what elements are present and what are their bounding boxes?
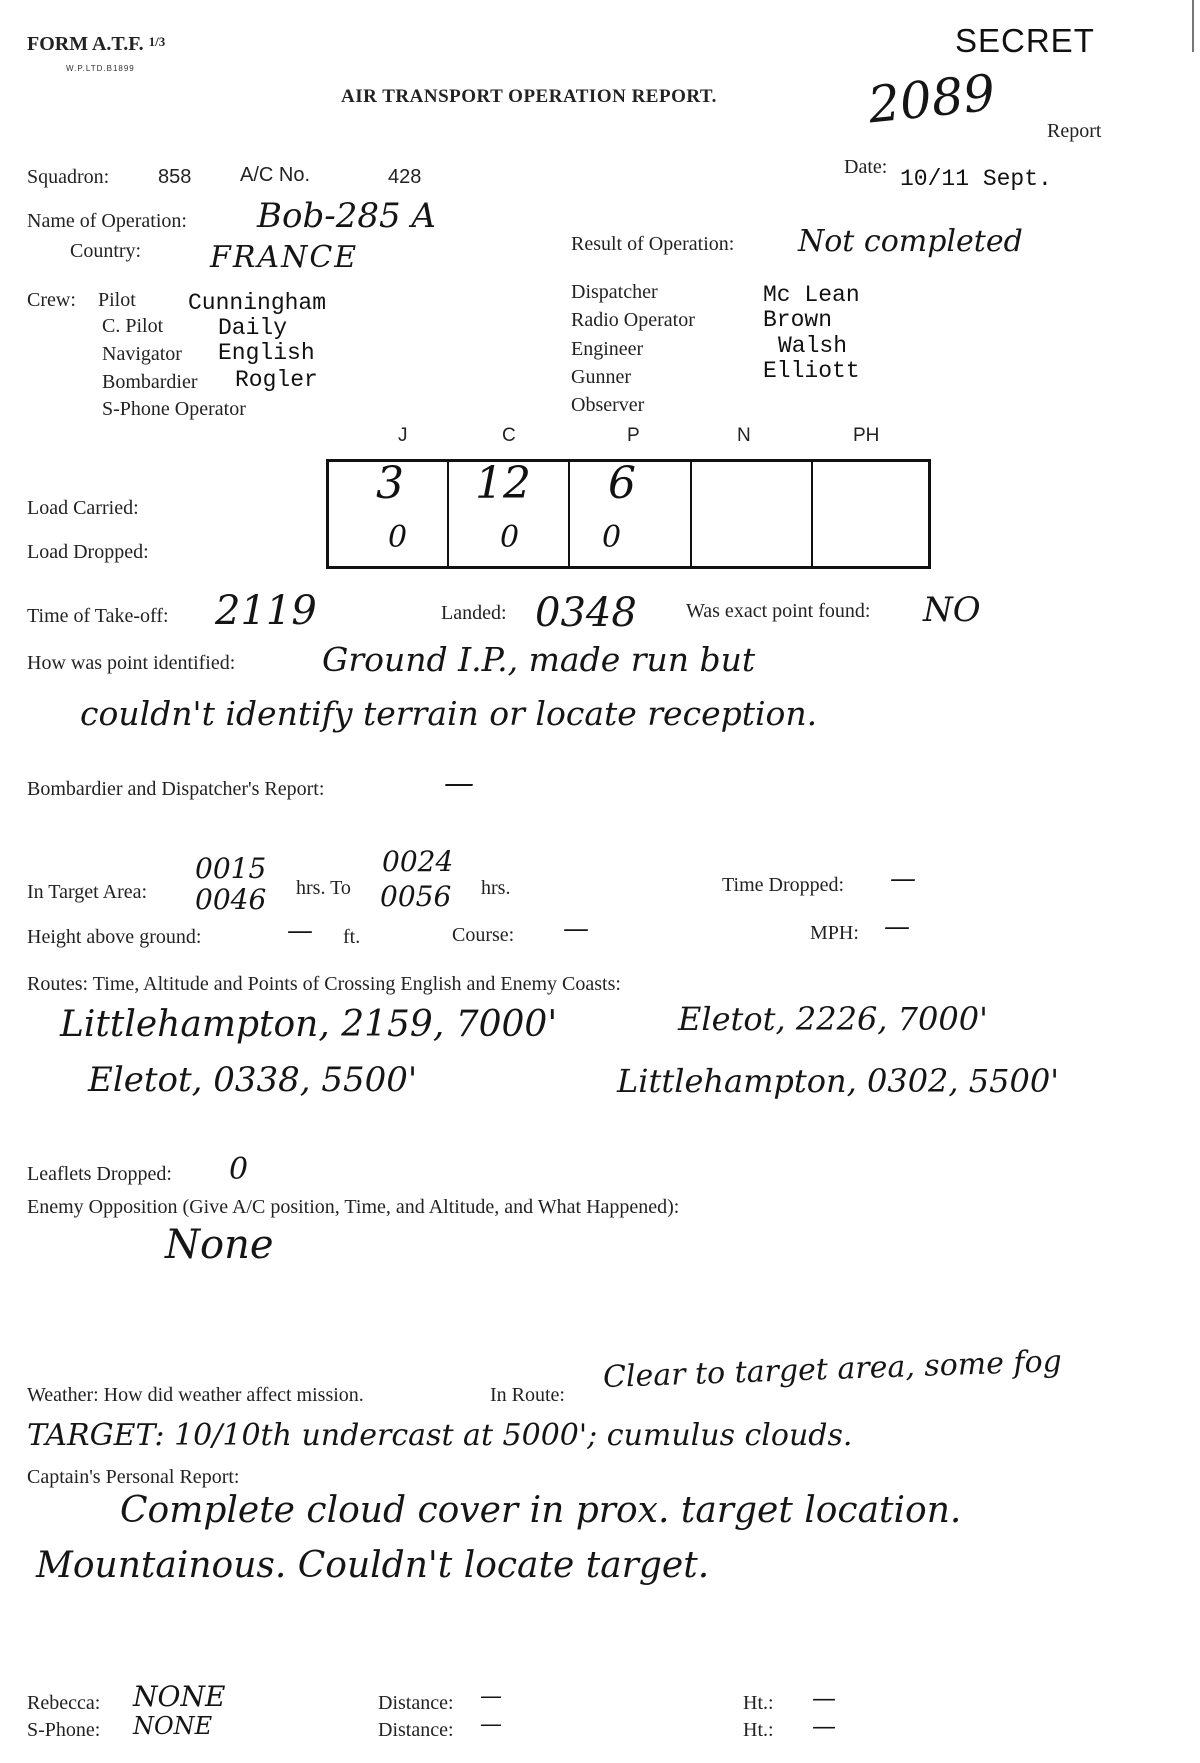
ht-label-2: Ht.: bbox=[743, 1719, 774, 1741]
radio-value: Brown bbox=[763, 307, 833, 333]
height-label: Height above ground: bbox=[27, 926, 202, 948]
point-found-value: NO bbox=[923, 590, 981, 630]
load-dropped-label: Load Dropped: bbox=[27, 541, 149, 563]
load-dropped-j: 0 bbox=[388, 520, 408, 555]
load-carried-j: 3 bbox=[376, 458, 404, 509]
operation-name-label: Name of Operation: bbox=[27, 210, 187, 232]
bombardier-report-label: Bombardier and Dispatcher's Report: bbox=[27, 778, 325, 800]
leaflets-value: 0 bbox=[229, 1152, 249, 1187]
navigator-value: English bbox=[218, 340, 315, 366]
classification-stamp: SECRET bbox=[955, 22, 1095, 59]
form-fraction: 1/3 bbox=[148, 34, 166, 49]
height-value: — bbox=[287, 916, 313, 946]
crew-label: Crew: bbox=[27, 289, 76, 311]
sphone-operator-label: S-Phone Operator bbox=[102, 398, 246, 420]
country-label: Country: bbox=[70, 240, 142, 262]
load-table-divider bbox=[811, 462, 813, 566]
ac-value: 428 bbox=[388, 166, 422, 188]
ht-value-1: — bbox=[812, 1684, 836, 1712]
weather-target-value: TARGET: 10/10th undercast at 5000'; cumulus clouds. bbox=[27, 1418, 853, 1453]
result-value: Not completed bbox=[798, 224, 1023, 259]
dispatcher-label: Dispatcher bbox=[571, 281, 658, 303]
load-header-p: P bbox=[627, 425, 640, 446]
load-carried-p: 6 bbox=[608, 458, 636, 509]
point-identified-line2: couldn't identify terrain or locate reception. bbox=[80, 694, 818, 733]
captain-report-line1: Complete cloud cover in prox. target location. bbox=[120, 1490, 962, 1531]
gunner-label: Gunner bbox=[571, 366, 631, 388]
load-carried-c: 12 bbox=[475, 458, 531, 509]
distance-label-2: Distance: bbox=[378, 1719, 454, 1741]
route-line1-left: Littlehampton, 2159, 7000' bbox=[60, 1004, 558, 1045]
rebecca-label: Rebecca: bbox=[27, 1692, 101, 1714]
captain-report-label: Captain's Personal Report: bbox=[27, 1466, 240, 1488]
distance-label-1: Distance: bbox=[378, 1692, 454, 1714]
takeoff-value: 2119 bbox=[215, 588, 317, 634]
point-identified-label: How was point identified: bbox=[27, 652, 236, 674]
ft-label: ft. bbox=[343, 926, 361, 948]
hrs-to-label: hrs. To bbox=[296, 877, 351, 899]
result-label: Result of Operation: bbox=[571, 233, 735, 255]
pilot-value: Cunningham bbox=[188, 290, 327, 316]
load-dropped-p: 0 bbox=[602, 520, 622, 555]
route-line2-left: Eletot, 0338, 5500' bbox=[88, 1060, 418, 1100]
operation-name-value: Bob-285 A bbox=[257, 196, 436, 236]
course-label: Course: bbox=[452, 924, 515, 946]
course-value: — bbox=[563, 914, 589, 944]
load-table-divider bbox=[690, 462, 692, 566]
bombardier-value: Rogler bbox=[235, 367, 318, 393]
load-table-divider bbox=[447, 462, 449, 566]
page-title: AIR TRANSPORT OPERATION REPORT. bbox=[341, 86, 717, 107]
load-header-ph: PH bbox=[853, 425, 880, 446]
ht-label-1: Ht.: bbox=[743, 1692, 774, 1714]
in-route-value: Clear to target area, some fog bbox=[602, 1343, 1063, 1395]
copilot-value: Daily bbox=[218, 315, 288, 341]
takeoff-label: Time of Take-off: bbox=[27, 605, 169, 627]
load-carried-label: Load Carried: bbox=[27, 497, 139, 519]
sphone-label: S-Phone: bbox=[27, 1719, 101, 1741]
load-header-c: C bbox=[502, 425, 516, 446]
date-value: 10/11 Sept. bbox=[900, 166, 1052, 192]
time-dropped-label: Time Dropped: bbox=[722, 874, 845, 896]
load-header-j: J bbox=[398, 425, 408, 446]
squadron-value: 858 bbox=[158, 166, 192, 188]
observer-label: Observer bbox=[571, 394, 645, 416]
page-edge-mark bbox=[1192, 0, 1194, 52]
target-from-top: 0015 bbox=[195, 852, 267, 885]
landed-label: Landed: bbox=[441, 602, 507, 624]
bombardier-report-value: — bbox=[444, 766, 474, 801]
in-route-label: In Route: bbox=[490, 1384, 565, 1406]
bombardier-label: Bombardier bbox=[102, 371, 198, 393]
target-to-bottom: 0056 bbox=[380, 880, 452, 913]
country-value: FRANCE bbox=[210, 240, 359, 275]
point-identified-line1: Ground I.P., made run but bbox=[322, 640, 756, 679]
printer-mark: W.P.LTD.B1899 bbox=[66, 64, 135, 73]
load-dropped-c: 0 bbox=[500, 520, 520, 555]
route-line2-right: Littlehampton, 0302, 5500' bbox=[617, 1062, 1059, 1100]
target-from-bottom: 0046 bbox=[195, 883, 267, 916]
navigator-label: Navigator bbox=[102, 343, 182, 365]
report-label: Report bbox=[1047, 120, 1102, 142]
distance-value-2: — bbox=[480, 1712, 502, 1737]
distance-value-1: — bbox=[480, 1684, 502, 1709]
dispatcher-value: Mc Lean bbox=[763, 282, 860, 308]
routes-label: Routes: Time, Altitude and Points of Crossing English and Enemy Coasts: bbox=[27, 973, 621, 995]
load-header-n: N bbox=[737, 425, 751, 446]
copilot-label: C. Pilot bbox=[102, 315, 164, 337]
gunner-value: Elliott bbox=[763, 358, 860, 384]
mph-label: MPH: bbox=[810, 922, 859, 944]
ht-value-2: — bbox=[812, 1712, 836, 1740]
form-id: FORM A.T.F. $^{1/3}$ bbox=[27, 33, 166, 55]
weather-label: Weather: How did weather affect mission. bbox=[27, 1384, 364, 1406]
target-to-top: 0024 bbox=[382, 845, 454, 878]
captain-report-line2: Mountainous. Couldn't locate target. bbox=[36, 1545, 710, 1586]
time-dropped-value: — bbox=[890, 864, 916, 894]
rebecca-value: NONE bbox=[133, 1680, 226, 1713]
engineer-label: Engineer bbox=[571, 338, 644, 360]
date-label: Date: bbox=[844, 156, 888, 178]
load-table-divider bbox=[568, 462, 570, 566]
opposition-label: Enemy Opposition (Give A/C position, Time, and Altitude, and What Happened): bbox=[27, 1196, 680, 1218]
ac-label: A/C No. bbox=[240, 164, 311, 186]
route-line1-right: Eletot, 2226, 7000' bbox=[678, 1000, 988, 1038]
pilot-label: Pilot bbox=[98, 289, 136, 311]
report-number: 2089 bbox=[865, 63, 998, 135]
engineer-value: Walsh bbox=[778, 333, 848, 359]
landed-value: 0348 bbox=[535, 590, 637, 636]
sphone-value: NONE bbox=[133, 1712, 213, 1740]
mph-value: — bbox=[884, 912, 910, 942]
opposition-value: None bbox=[165, 1222, 274, 1268]
squadron-label: Squadron: bbox=[27, 166, 110, 188]
hrs-label: hrs. bbox=[481, 877, 511, 899]
radio-label: Radio Operator bbox=[571, 309, 695, 331]
target-area-label: In Target Area: bbox=[27, 881, 148, 903]
leaflets-label: Leaflets Dropped: bbox=[27, 1163, 172, 1185]
point-found-label: Was exact point found: bbox=[686, 600, 871, 622]
